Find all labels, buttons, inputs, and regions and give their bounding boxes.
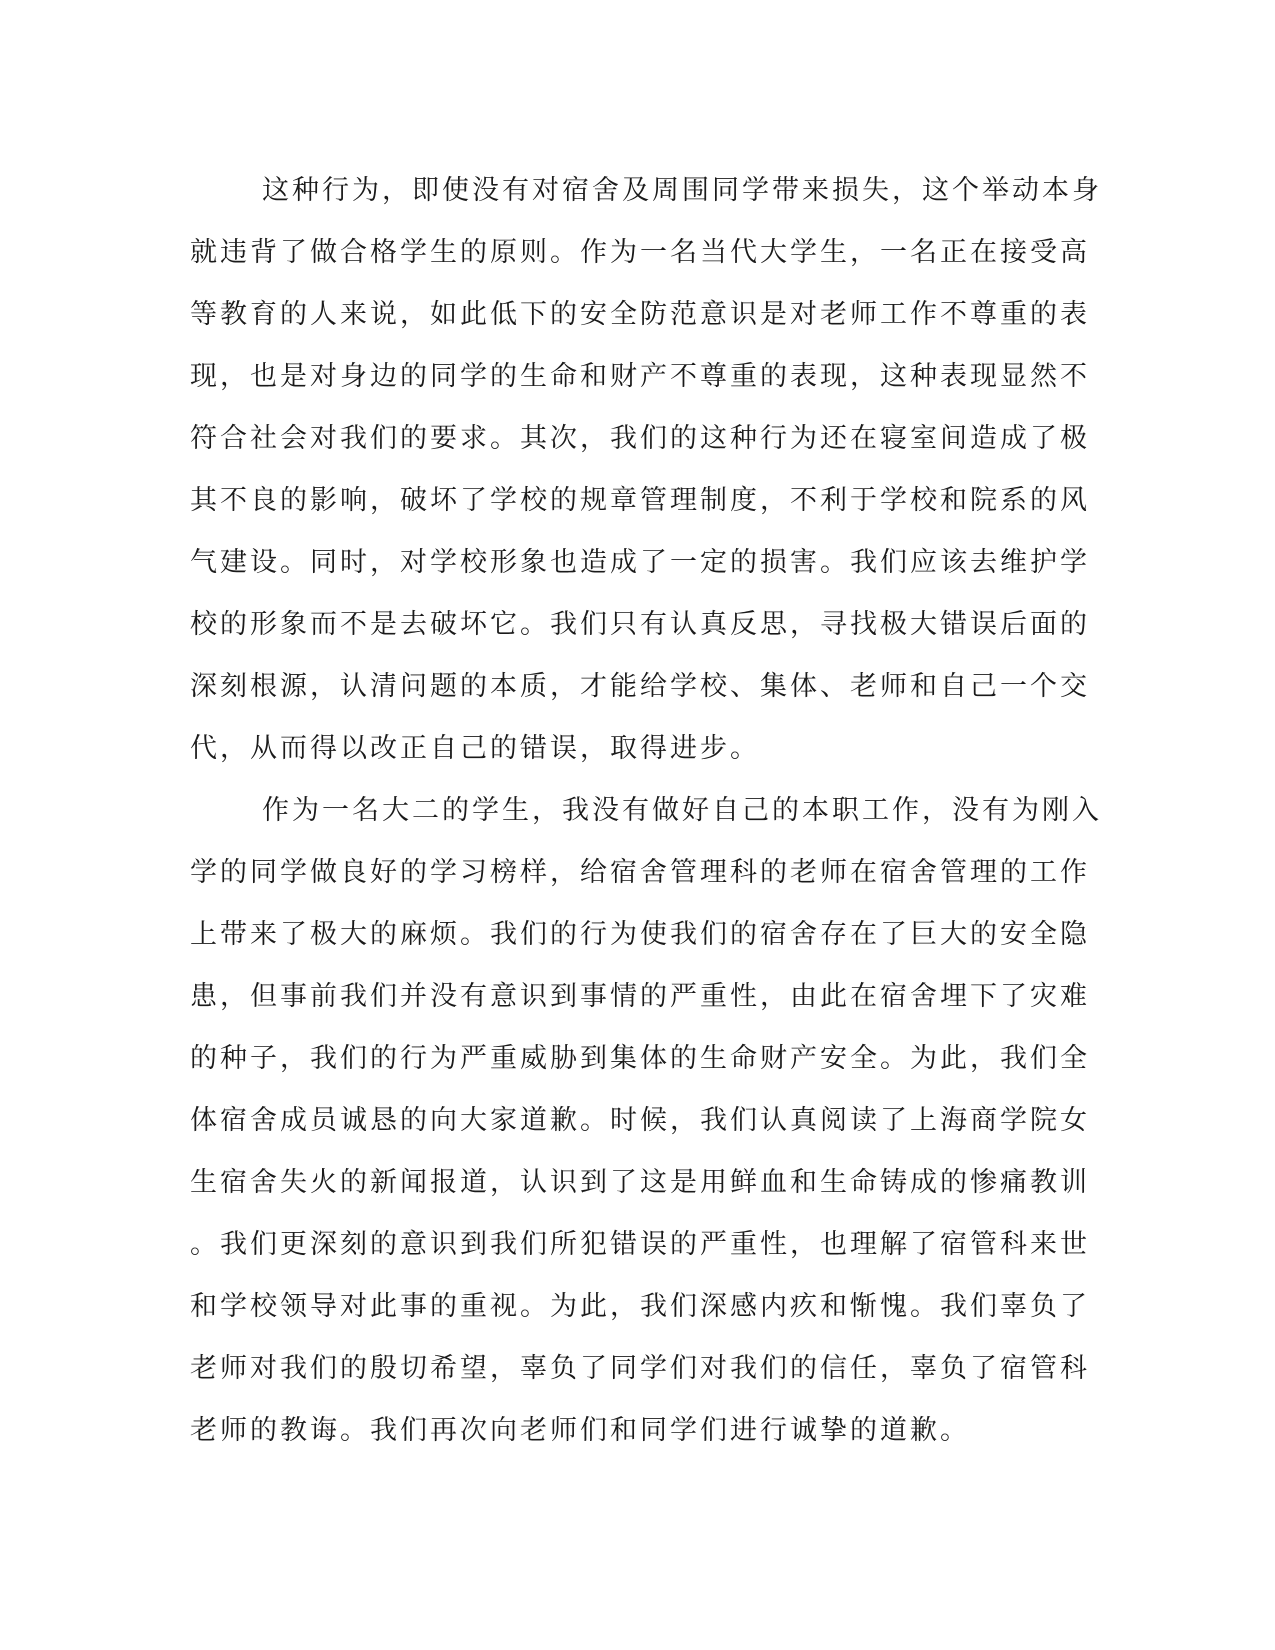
text-line: 上带来了极大的麻烦。我们的行为使我们的宿舍存在了巨大的安全隐 — [190, 919, 1090, 950]
text-line: 学的同学做良好的学习榜样，给宿舍管理科的老师在宿舍管理的工作 — [190, 857, 1090, 888]
text-line: 气建设。同时，对学校形象也造成了一定的损害。我们应该去维护学 — [190, 547, 1090, 578]
text-line: 。我们更深刻的意识到我们所犯错误的严重性，也理解了宿管科来世 — [190, 1229, 1090, 1260]
text-line: 老师的教诲。我们再次向老师们和同学们进行诚挚的道歉。 — [190, 1415, 970, 1446]
text-line: 校的形象而不是去破坏它。我们只有认真反思，寻找极大错误后面的 — [190, 609, 1090, 640]
text-line: 其不良的影响，破坏了学校的规章管理制度，不利于学校和院系的风 — [190, 485, 1090, 516]
text-line: 和学校领导对此事的重视。为此，我们深感内疚和惭愧。我们辜负了 — [190, 1291, 1090, 1322]
text-line: 患，但事前我们并没有意识到事情的严重性，由此在宿舍埋下了灾难 — [190, 981, 1090, 1012]
text-line: 现，也是对身边的同学的生命和财产不尊重的表现，这种表现显然不 — [190, 361, 1090, 392]
body-text — [190, 160, 1102, 1462]
text-line: 等教育的人来说，如此低下的安全防范意识是对老师工作不尊重的表 — [190, 299, 1090, 330]
text-line: 老师对我们的殷切希望，辜负了同学们对我们的信任，辜负了宿管科 — [190, 1353, 1090, 1384]
text-line: 这种行为，即使没有对宿舍及周围同学带来损失，这个举动本身 — [262, 175, 1102, 206]
text-line: 深刻根源，认清问题的本质，才能给学校、集体、老师和自己一个交 — [190, 671, 1090, 702]
text-line: 作为一名大二的学生，我没有做好自己的本职工作，没有为刚入 — [262, 795, 1102, 826]
paragraph-1 — [190, 160, 1102, 780]
text-line: 的种子，我们的行为严重威胁到集体的生命财产安全。为此，我们全 — [190, 1043, 1090, 1074]
text-line: 体宿舍成员诚恳的向大家道歉。时候，我们认真阅读了上海商学院女 — [190, 1105, 1090, 1136]
text-line: 代，从而得以改正自己的错误，取得进步。 — [190, 733, 760, 764]
paragraph-2 — [190, 780, 1102, 1462]
text-line: 生宿舍失火的新闻报道，认识到了这是用鲜血和生命铸成的惨痛教训 — [190, 1167, 1090, 1198]
text-line: 符合社会对我们的要求。其次，我们的这种行为还在寝室间造成了极 — [190, 423, 1090, 454]
text-line: 就违背了做合格学生的原则。作为一名当代大学生，一名正在接受高 — [190, 237, 1090, 268]
